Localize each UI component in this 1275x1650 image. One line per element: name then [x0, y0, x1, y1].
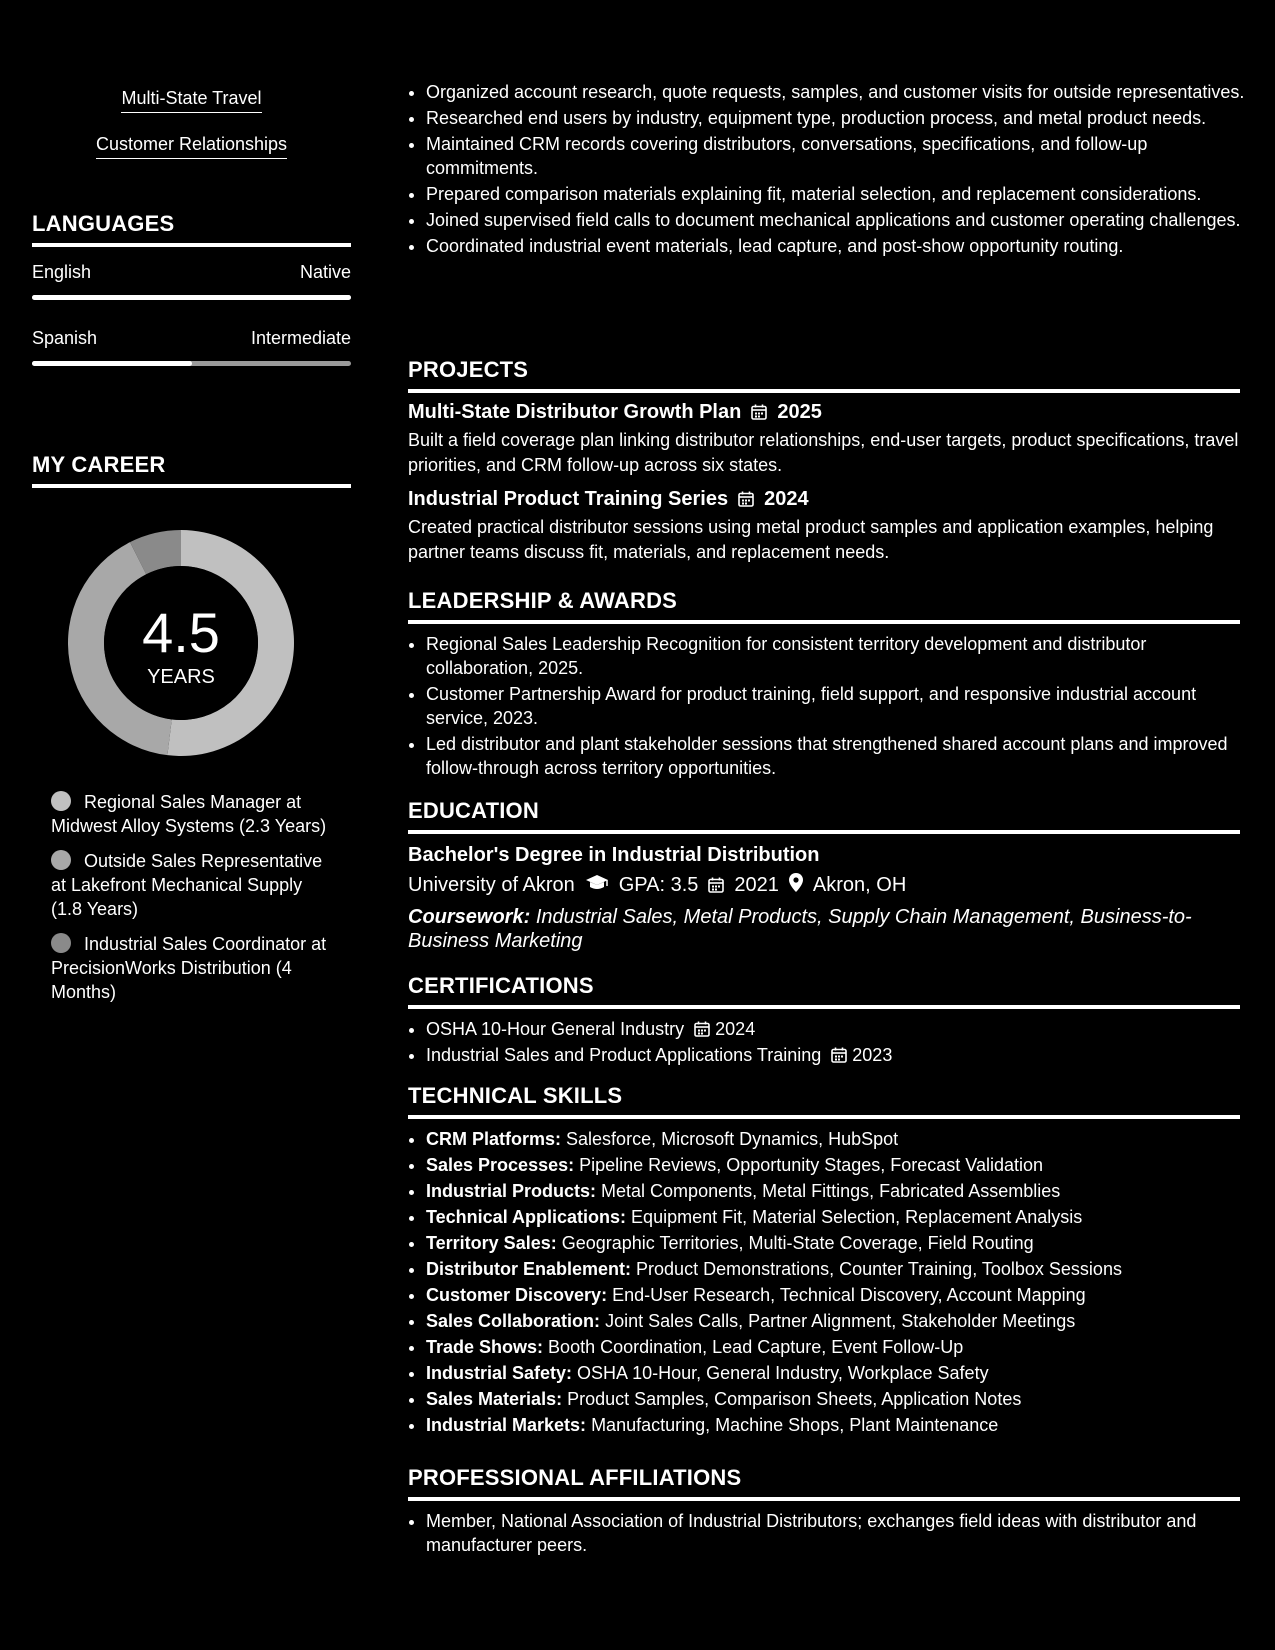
- career-total: 4.5: [142, 601, 220, 664]
- project-name: Industrial Product Training Series: [408, 488, 729, 510]
- language-bar: [32, 361, 351, 366]
- project-desc: Built a field coverage plan linking distributor relationships, end-user targets, product specifications, travel priorities, and CRM follow-up across six states.: [408, 430, 1239, 475]
- leadership-item: • Regional Sales Leadership Recognition for consistent territory development and distributor collaboration, 2025.: [426, 632, 1240, 680]
- coursework-list: Industrial Sales, Metal Products, Supply Chain Management, Business-to-Business Marketing: [408, 906, 1192, 952]
- languages-title: LANGUAGES: [32, 211, 351, 247]
- certifications-list: [408, 1017, 1240, 1067]
- experience-bullet: • Researched end users by industry, equipment type, production process, and metal product needs.: [426, 106, 1258, 130]
- skill-value: OSHA 10-Hour, General Industry, Workplace Safety: [577, 1363, 989, 1383]
- skill-value: Metal Components, Metal Fittings, Fabricated Assemblies: [601, 1181, 1061, 1201]
- skill-value: Equipment Fit, Material Selection, Replacement Analysis: [631, 1207, 1083, 1227]
- skill-label: Industrial Markets:: [426, 1415, 587, 1435]
- skill-label: Territory Sales:: [426, 1233, 557, 1253]
- experience-bullet: • Maintained CRM records covering distributors, conversations, specifications, and follow-up commitments.: [426, 132, 1258, 180]
- language-bar-fill: [32, 295, 351, 300]
- skill-label: Customer Discovery:: [426, 1285, 608, 1305]
- skill-item: [426, 1127, 1240, 1151]
- skill-item: [426, 1283, 1240, 1307]
- skill-value: End-User Research, Technical Discovery, Account Mapping: [612, 1285, 1086, 1305]
- affiliations-section: [408, 1465, 1240, 1559]
- leadership-item: • Customer Partnership Award for product training, field support, and responsive industrial account service, 2023.: [426, 682, 1240, 730]
- skill-value: Booth Coordination, Lead Capture, Event Follow-Up: [548, 1337, 964, 1357]
- language-bar: [32, 295, 351, 300]
- language-name: English: [32, 262, 92, 282]
- degree: Bachelor's Degree in Industrial Distribution: [408, 844, 820, 866]
- gpa: GPA: 3.5: [618, 874, 699, 896]
- graduation-year: 2021: [734, 874, 779, 896]
- coursework-label: Coursework:: [408, 906, 531, 928]
- certifications-section: [408, 973, 1240, 1069]
- career-title: MY CAREER: [32, 452, 351, 488]
- affiliation-item: • Member, National Association of Industrial Distributors; exchanges field ideas with distributor and manufacturer peers.: [426, 1509, 1240, 1557]
- project-year: 2025: [777, 401, 822, 423]
- certifications-title: CERTIFICATIONS: [408, 973, 1240, 1009]
- map-pin-icon: [789, 873, 803, 898]
- career-list: [32, 790, 351, 1015]
- skill-item: [426, 1179, 1240, 1203]
- skill-label: Trade Shows:: [426, 1337, 544, 1357]
- project-name: Multi-State Distributor Growth Plan: [408, 401, 742, 423]
- technical-skills-section: [408, 1083, 1240, 1439]
- certification-item: [426, 1043, 1240, 1067]
- language-level: Intermediate: [250, 328, 351, 348]
- projects-title: PROJECTS: [408, 357, 1240, 393]
- project-item: [408, 401, 1240, 478]
- career-item-text: Regional Sales Manager at Midwest Alloy Systems (2.3 Years): [51, 792, 327, 836]
- skill-label: Sales Collaboration:: [426, 1311, 601, 1331]
- language-name: Spanish: [32, 328, 98, 348]
- education-section: [408, 798, 1240, 953]
- experience-bullet: • Coordinated industrial event materials, lead capture, and post-show opportunity routing.: [426, 234, 1258, 258]
- skill-label: CRM Platforms:: [426, 1129, 562, 1149]
- language-item: [32, 262, 351, 300]
- language-bar-fill: [32, 361, 192, 366]
- skill-item: [426, 1257, 1240, 1281]
- coursework: [408, 905, 1240, 953]
- education-title: EDUCATION: [408, 798, 1240, 834]
- certification-item: [426, 1017, 1240, 1041]
- experience-bullet: • Prepared comparison materials explaining fit, material selection, and replacement considerations.: [426, 182, 1258, 206]
- skill-item: [426, 1413, 1240, 1437]
- calendar-icon: [708, 874, 724, 897]
- skill-label: Sales Processes:: [426, 1155, 575, 1175]
- skill-label: Technical Applications:: [426, 1207, 627, 1227]
- experience-bullet: • Joined supervised field calls to document mechanical applications and customer operating challenges.: [426, 208, 1258, 232]
- career-item: [51, 849, 333, 921]
- affiliations-title: PROFESSIONAL AFFILIATIONS: [408, 1465, 1240, 1501]
- skill-item: [426, 1309, 1240, 1333]
- skill-item: [426, 1387, 1240, 1411]
- skill-value: Pipeline Reviews, Opportunity Stages, Forecast Validation: [579, 1155, 1044, 1175]
- skill-value: Salesforce, Microsoft Dynamics, HubSpot: [566, 1129, 899, 1149]
- career-item-text: Outside Sales Representative at Lakefront Mechanical Supply (1.8 Years): [51, 851, 323, 919]
- project-desc: Created practical distributor sessions using metal product samples and application examples, helping partner teams discuss fit, materials, and replacement needs.: [408, 517, 1214, 562]
- certification-year: 2023: [852, 1045, 893, 1065]
- projects-section: [408, 357, 1240, 565]
- project-item: [408, 488, 1240, 565]
- skill-item: [426, 1153, 1240, 1177]
- calendar-icon: [831, 1045, 847, 1065]
- languages-section: [32, 211, 351, 366]
- location: Akron, OH: [812, 874, 907, 896]
- skill-item: [426, 1205, 1240, 1229]
- career-dot: [51, 791, 71, 811]
- technical-skills-list: [408, 1127, 1240, 1437]
- skill-tag: Customer Relationships: [96, 134, 287, 159]
- career-section: [32, 452, 351, 488]
- skill-value: Product Demonstrations, Counter Training, Toolbox Sessions: [636, 1259, 1122, 1279]
- certification-year: 2024: [715, 1019, 756, 1039]
- experience-bullet: • Organized account research, quote requests, samples, and customer visits for outside representatives.: [426, 80, 1258, 104]
- career-item: [51, 790, 333, 838]
- leadership-item: • Led distributor and plant stakeholder sessions that strengthened shared account plans and improved follow-through across territory opportunities.: [426, 732, 1240, 780]
- language-item: [32, 328, 351, 366]
- skill-label: Industrial Products:: [426, 1181, 597, 1201]
- language-level: Native: [299, 262, 351, 282]
- skill-label: Industrial Safety:: [426, 1363, 573, 1383]
- career-dot: [51, 850, 71, 870]
- affiliations-list: [408, 1509, 1240, 1557]
- calendar-icon: [738, 488, 754, 511]
- school: University of Akron: [408, 874, 575, 896]
- skill-tags: [32, 88, 351, 159]
- career-dot: [51, 933, 71, 953]
- leadership-list: [408, 632, 1240, 780]
- skill-value: Manufacturing, Machine Shops, Plant Maintenance: [591, 1415, 999, 1435]
- skill-label: Distributor Enablement:: [426, 1259, 632, 1279]
- skill-item: [426, 1361, 1240, 1385]
- career-item: [51, 932, 333, 1004]
- certification-name: OSHA 10-Hour General Industry: [426, 1019, 685, 1039]
- skill-value: Geographic Territories, Multi-State Coverage, Field Routing: [561, 1233, 1034, 1253]
- education-details: [408, 873, 1240, 898]
- career-donut-chart: [66, 528, 296, 758]
- career-unit: YEARS: [147, 666, 215, 688]
- technical-skills-title: TECHNICAL SKILLS: [408, 1083, 1240, 1119]
- skill-tag: Multi-State Travel: [121, 88, 261, 113]
- experience-bullets: [408, 80, 1258, 260]
- skill-value: Joint Sales Calls, Partner Alignment, Stakeholder Meetings: [605, 1311, 1076, 1331]
- skill-item: [426, 1231, 1240, 1255]
- certification-name: Industrial Sales and Product Applications Training: [426, 1045, 822, 1065]
- graduation-cap-icon: [585, 874, 609, 898]
- leadership-section: [408, 588, 1240, 782]
- skill-value: Product Samples, Comparison Sheets, Application Notes: [567, 1389, 1022, 1409]
- calendar-icon: [751, 401, 767, 424]
- calendar-icon: [694, 1019, 710, 1039]
- project-year: 2024: [764, 488, 809, 510]
- skill-label: Sales Materials:: [426, 1389, 563, 1409]
- leadership-title: LEADERSHIP & AWARDS: [408, 588, 1240, 624]
- skill-item: [426, 1335, 1240, 1359]
- career-item-text: Industrial Sales Coordinator at PrecisionWorks Distribution (4 Months): [51, 934, 327, 1002]
